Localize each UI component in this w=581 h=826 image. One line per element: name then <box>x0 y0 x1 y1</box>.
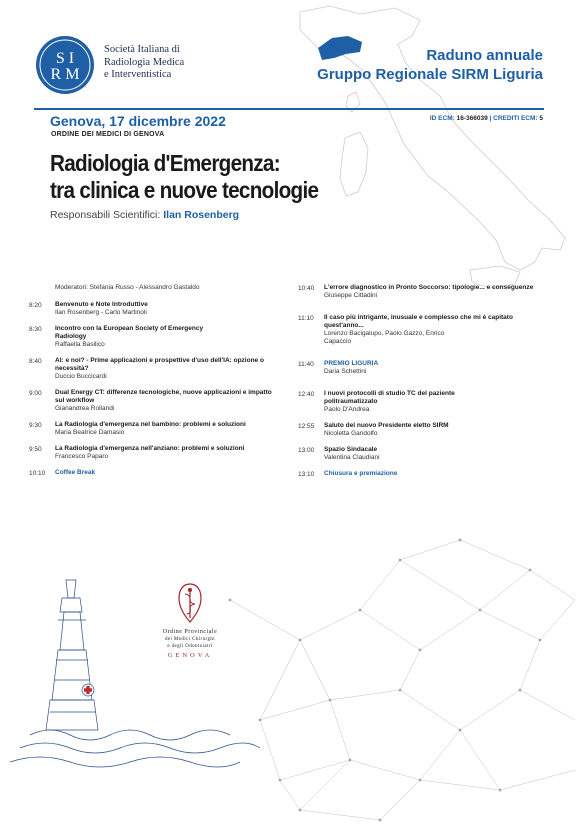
program-time: 10:40 <box>298 285 315 292</box>
meeting-title-line1: Raduno annuale <box>426 47 543 64</box>
svg-text:S I: S I <box>55 50 75 67</box>
event-title-line2: tra clinica e nuove tecnologie <box>50 177 319 203</box>
program-time: 8:40 <box>29 358 42 365</box>
program-item <box>29 301 279 317</box>
program-speaker: Maria Beatrice Damasio <box>55 429 125 436</box>
program-talk-title: AI: e noi? - Prime applicazioni e prospettive d'uso dell'IA: opzione o necessità? <box>55 357 264 372</box>
event-title-line1: Radiologia d'Emergenza: <box>50 150 280 176</box>
program-talk-title: PREMIO LIGURIA <box>324 360 379 367</box>
program-speaker: Raffaella Basilico <box>55 341 105 348</box>
program-item <box>298 470 546 478</box>
program-talk-title: I nuovi protocolli di studio TC del paziente politraumatizzato <box>324 390 455 405</box>
program-item <box>298 284 546 300</box>
program-talk-title: Dual Energy CT: differenze tecnologiche, nuove applicazioni e impatto sul workflow <box>55 389 272 404</box>
program-speaker: Gianandrea Rollandi <box>55 405 115 412</box>
network-mesh <box>229 539 575 822</box>
program-speaker: Duccio Buccicardi <box>55 373 107 380</box>
program-talk-title: Chiusura e premiazione <box>324 470 398 477</box>
program-talk-title: L'errore diagnostico in Pronto Soccorso: tipologie... e conseguenze <box>324 284 534 291</box>
program-time: 13:10 <box>298 471 315 478</box>
ordine-line3: e degli Odontoiatri <box>167 644 213 649</box>
ordine-line2: dei Medici Chirurghi <box>164 637 216 642</box>
program-column-left <box>29 284 279 485</box>
program-item <box>29 421 279 437</box>
program-time: 9:50 <box>29 446 42 453</box>
ecm-separator: | <box>489 115 492 122</box>
program-item <box>29 357 279 381</box>
program-time: 11:10 <box>298 315 314 322</box>
sirm-logo-icon <box>34 34 96 96</box>
program-time: 12:40 <box>298 391 315 398</box>
society-name-line: Radiologia Medica <box>104 56 185 68</box>
program-speaker: Ilan Rosenberg - Carlo Martinoli <box>55 309 147 316</box>
program-time: 11:40 <box>298 361 314 368</box>
event-title <box>50 150 318 204</box>
society-name-line: Società Italiana di <box>104 44 180 55</box>
program-item <box>298 360 546 376</box>
program-speaker: Paolo D'Andrea <box>324 406 370 413</box>
society-name-line: e Interventistica <box>104 69 172 80</box>
meeting-title <box>317 46 543 84</box>
scientific-leads-label: Responsabili Scientifici: <box>50 209 161 221</box>
society-name <box>104 44 184 82</box>
ordine-logo <box>140 582 240 661</box>
program-item <box>298 390 546 414</box>
ecm-credits-label: CREDITI ECM: <box>493 115 538 122</box>
program-speaker: Francesco Paparo <box>55 453 109 460</box>
program-item <box>29 325 279 349</box>
lighthouse-cross-emblem <box>82 684 94 696</box>
event-venue: ORDINE DEI MEDICI DI GENOVA <box>51 131 165 138</box>
moderators: Moderatori: Stefania Russo - Alessandro Gastaldo <box>55 284 200 291</box>
program-time: 8:30 <box>29 326 42 333</box>
program-time: 9:30 <box>29 422 42 429</box>
ecm-id-value: 16-366039 <box>456 115 488 122</box>
program-talk-title: La Radiologia d'emergenza nel bambino: problemi e soluzioni <box>55 421 246 428</box>
svg-text:R M: R M <box>50 66 80 83</box>
program-speaker: Lorenzo Bacigalupo, Paolo Gazzo, Enrico Capaccio <box>324 330 445 345</box>
program-speaker: Valentina Claudiani <box>324 454 380 461</box>
program-time: 12:55 <box>298 423 315 430</box>
program-item <box>298 446 546 462</box>
ordine-city: GENOVA <box>167 652 213 659</box>
program-talk-title: Saluto del nuovo Presidente eletto SIRM <box>324 422 449 429</box>
program-time: 10:10 <box>29 470 46 477</box>
program-time: 9:00 <box>29 390 42 397</box>
program-talk-title: Il caso più intrigante, inusuale e complesso che mi è capitato quest'anno... <box>324 314 513 329</box>
program-item <box>29 389 279 413</box>
ecm-credits-value: 5 <box>539 115 543 122</box>
ecm-info <box>430 115 543 122</box>
program-talk-title: Incontro con la European Society of Emergency Radiology <box>55 325 204 340</box>
program-time: 8:20 <box>29 302 42 309</box>
scientific-leads <box>50 209 239 221</box>
program-item <box>29 469 279 477</box>
program-talk-title: Benvenuto e Note Introduttive <box>55 301 148 308</box>
program-time: 13:00 <box>298 447 315 454</box>
program-talk-title: Coffee Break <box>55 469 96 476</box>
scientific-leads-name: Ilan Rosenberg <box>163 209 240 221</box>
event-date: Genova, 17 dicembre 2022 <box>50 113 226 129</box>
program-talk-title: Spazio Sindacale <box>324 446 378 453</box>
ordine-line1: Ordine Provinciale <box>162 629 218 635</box>
red-cross-icon <box>84 686 92 694</box>
program-talk-title: La Radiologia d'emergenza nell'anziano: problemi e soluzioni <box>55 445 245 452</box>
header-divider <box>34 108 544 110</box>
ecm-id-label: ID ECM: <box>429 115 455 122</box>
program-item <box>298 422 546 438</box>
program-column-right <box>298 284 546 486</box>
caduceus-emblem-icon <box>175 582 205 624</box>
program-speaker: Nicoletta Gandolfo <box>324 430 378 437</box>
program-item <box>29 445 279 461</box>
meeting-title-line2: Gruppo Regionale SIRM Liguria <box>317 66 543 83</box>
program-speaker: Giuseppe Cittadini <box>324 292 378 299</box>
program-speaker: Daria Schettini <box>324 368 367 375</box>
program-item <box>298 314 546 346</box>
